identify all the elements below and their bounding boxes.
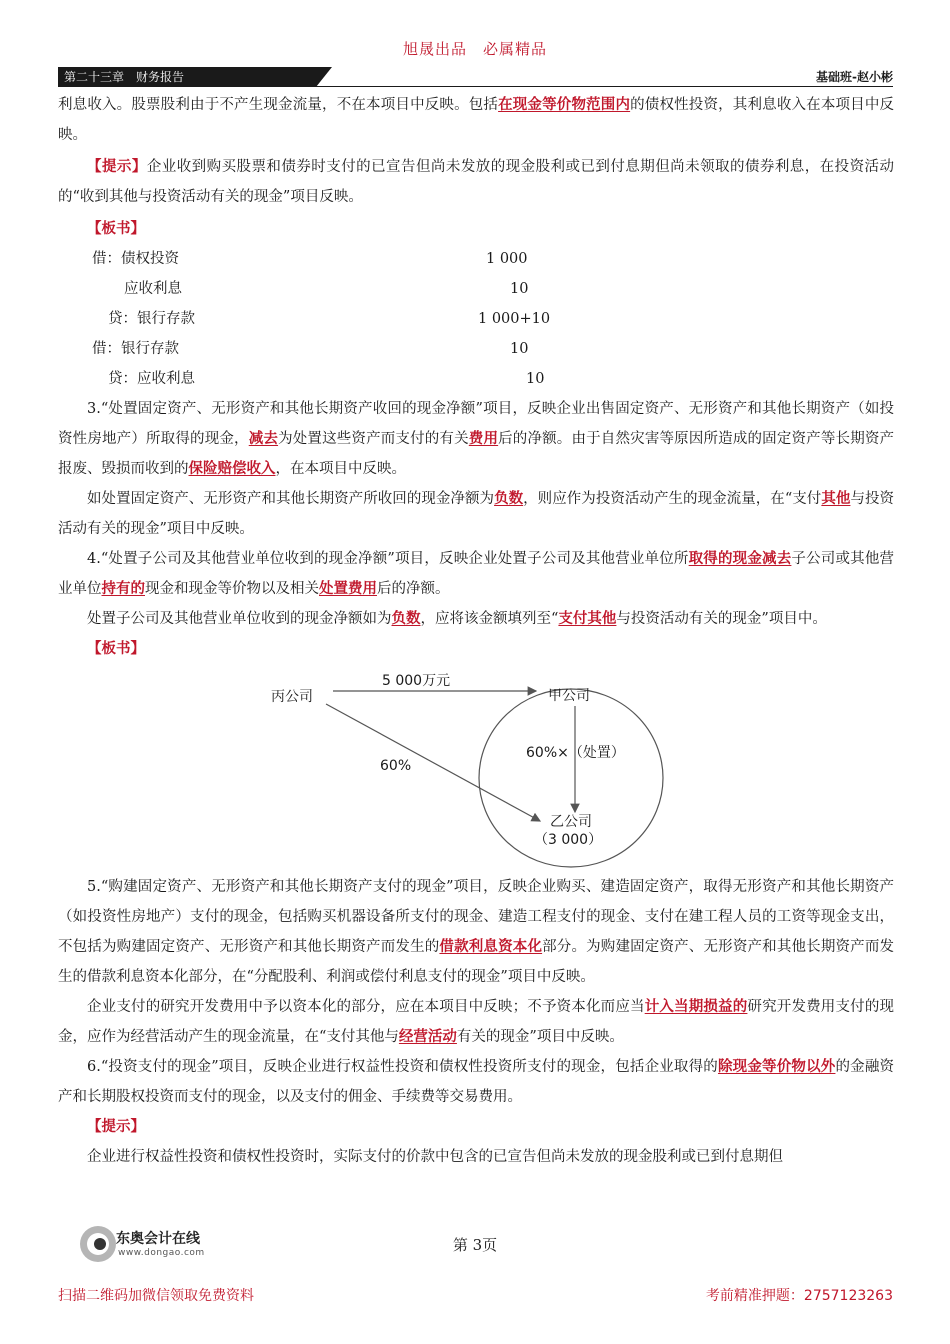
tip-paragraph: 【提示】企业收到购买股票和债券时支付的已宣告但尚未发放的现金股利或已到付息期但尚未领取的债券利息，在投资活动的“收到其他与投资活动有关的现金”项目反映。 [58, 158, 894, 205]
logo-url: www.dongao.com [118, 1248, 205, 1258]
journal-row [58, 304, 658, 334]
node-yi-value: （3 000） [534, 832, 603, 848]
disposal-diagram [58, 668, 894, 868]
journal-amount: 10 [510, 281, 529, 297]
header-rule [58, 86, 893, 87]
label-pct-left: 60% [380, 758, 412, 774]
highlight-term: 在现金等价物范围内 [498, 96, 631, 113]
highlight-term: 负数 [391, 610, 421, 627]
journal-account: 借：债权投资 [92, 251, 179, 267]
chapter-tab: 第二十三章 财务报告 [58, 67, 316, 87]
highlight-term: 费用 [468, 430, 499, 447]
chapter-tab-corner [316, 67, 332, 87]
highlight-term: 取得的现金减去 [688, 550, 792, 567]
course-label: 基础班-赵小彬 [816, 70, 893, 84]
highlight-term: 持有的 [101, 580, 145, 597]
document-body [58, 90, 894, 1172]
journal-row [58, 364, 658, 394]
highlight-term: 负数 [494, 490, 524, 507]
journal-row [58, 274, 658, 304]
arrow-bing-to-yi [326, 704, 540, 821]
node-yi-company: 乙公司 [550, 814, 592, 830]
highlight-term: 除现金等价物以外 [717, 1058, 836, 1075]
journal-amount: 10 [510, 341, 529, 357]
board-label: 【板书】 [87, 220, 145, 237]
item-4-note: 处置子公司及其他营业单位收到的现金净额如为负数，应将该金额填列至“支付其他与投资活动有关的现金”项目中。 [87, 610, 827, 627]
journal-amount: 1 000 [486, 251, 528, 267]
journal-account: 借：银行存款 [92, 341, 179, 357]
item-5-note: 企业支付的研究开发费用中予以资本化的部分，应在本项目中反映；不予资本化而应当计入当期损益的研究开发费用支付的现金，应作为经营活动产生的现金流量，在“支付其他与经营活动有关的现金”项目中反映。 [58, 998, 895, 1045]
logo-name: 东奥会计在线 [116, 1231, 200, 1247]
journal-amount: 1 000+10 [478, 311, 551, 327]
tip-label-line: 【提示】 [87, 1118, 145, 1135]
highlight-term: 支付其他 [558, 610, 617, 627]
tip-label: 【提示】 [87, 158, 147, 175]
journal-row [58, 244, 658, 274]
highlight-term: 减去 [248, 430, 279, 447]
highlight-term: 经营活动 [398, 1028, 457, 1045]
item-3-note: 如处置固定资产、无形资产和其他长期资产所收回的现金净额为负数，则应作为投资活动产生的现金流量，在“支付其他与投资活动有关的现金”项目中反映。 [58, 490, 895, 537]
paragraph-interest: 利息收入。股票股利由于不产生现金流量，不在本项目中反映。包括在现金等价物范围内的债权性投资，其利息收入在本项目中反映。 [58, 96, 895, 143]
board-label: 【板书】 [87, 640, 145, 657]
node-jia-company: 甲公司 [548, 688, 590, 704]
highlight-term: 其他 [821, 490, 851, 507]
journal-account: 贷：银行存款 [108, 311, 195, 327]
item-5: 5.“购建固定资产、无形资产和其他长期资产支付的现金”项目，反映企业购买、建造固定资产，取得无形资产和其他长期资产（如投资性房地产）支付的现金，包括购买机器设备所支付的现金、建造工程支付的现金、支付在建工程人员的工资等现金支出，不包括为购建固定资产、无形资产和其他长期资产而发生的借款利息资本化部分。为购建固定资产、无形资产和其他长期资产而发生的借款利息资本化部分，在“分配股利、利润或偿付利息支付的现金”项目中反映。 [58, 879, 895, 985]
label-pct-dispose: 60%×（处置） [526, 745, 625, 761]
highlight-term: 保险赔偿收入 [188, 460, 276, 477]
journal-row [58, 334, 658, 364]
page-number: 第 3页 [452, 1236, 498, 1254]
item-3: 3.“处置固定资产、无形资产和其他长期资产收回的现金净额”项目，反映企业出售固定资产、无形资产和其他长期资产（如投资性房地产）所取得的现金，减去为处置这些资产而支付的有关费用后的净额。由于自然灾害等原因所造成的固定资产等长期资产报废、毁损而收到的保险赔偿收入，在本项目中反映。 [58, 401, 895, 477]
item-6: 6.“投资支付的现金”项目，反映企业进行权益性投资和债权性投资所支付的现金，包括企业取得的除现金等价物以外的金融资产和长期股权投资而支付的现金，以及支付的佣金、手续费等交易费用。 [58, 1058, 894, 1105]
highlight-term: 处置费用 [319, 580, 377, 597]
highlight-term: 借款利息资本化 [439, 938, 543, 955]
footer-promo-left: 扫描二维码加微信领取免费资料 [58, 1288, 254, 1304]
journal-entries [58, 244, 894, 394]
journal-account: 贷：应收利息 [108, 371, 195, 387]
journal-account: 应收利息 [124, 281, 182, 297]
journal-amount: 10 [526, 371, 545, 387]
node-bing-company: 丙公司 [271, 689, 313, 705]
diagram-graphic [58, 668, 894, 868]
brand-banner: 旭晟出品 必属精品 [402, 40, 547, 58]
tip-paragraph: 企业进行权益性投资和债权性投资时，实际支付的价款中包含的已宣告但尚未发放的现金股利或已到付息期但 [87, 1149, 783, 1165]
label-amount: 5 000万元 [382, 673, 451, 689]
highlight-term: 计入当期损益的 [644, 998, 748, 1015]
footer-promo-right: 考前精准押题：2757123263 [705, 1288, 893, 1304]
item-4: 4.“处置子公司及其他营业单位收到的现金净额”项目，反映企业处置子公司及其他营业单位所取得的现金减去子公司或其他营业单位持有的现金和现金等价物以及相关处置费用后的净额。 [58, 550, 894, 597]
